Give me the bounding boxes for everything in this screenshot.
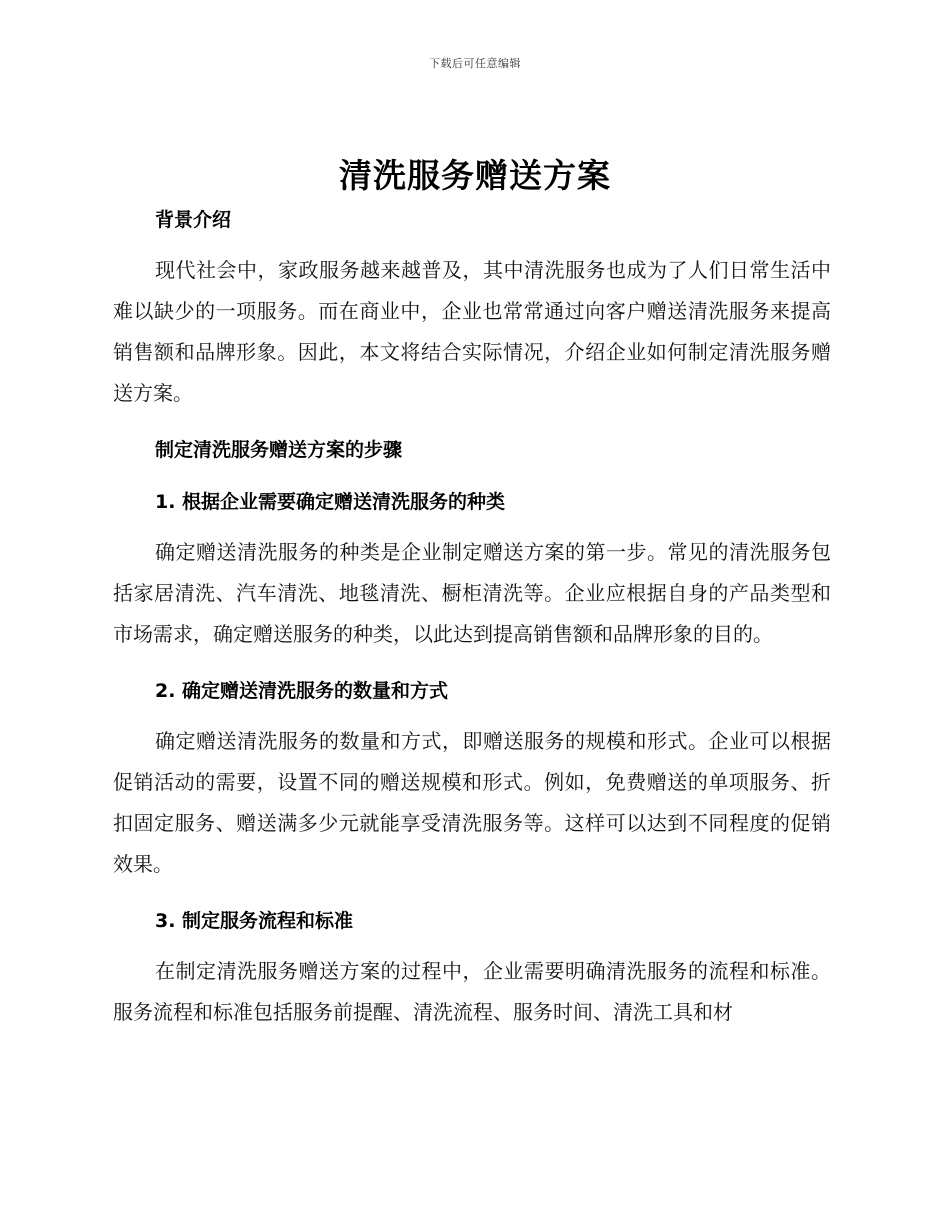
section-heading-step-3: 3. 制定服务流程和标准 (155, 910, 354, 932)
section-heading-step-2: 2. 确定赠送清洗服务的数量和方式 (155, 680, 449, 702)
header-note: 下载后可任意编辑 (429, 57, 521, 70)
section-paragraph-step-3: 在制定清洗服务赠送方案的过程中，企业需要明确清洗服务的流程和标准。服务流程和标准包括服务前提醒、清洗流程、服务时间、清洗工具和材 (113, 959, 831, 1024)
section-heading-step-1: 1. 根据企业需要确定赠送清洗服务的种类 (155, 491, 506, 513)
document-title: 清洗服务赠送方案 (339, 156, 611, 195)
section-paragraph-step-2: 确定赠送清洗服务的数量和方式，即赠送服务的规模和形式。企业可以根据促销活动的需要，设置不同的赠送规模和形式。例如，免费赠送的单项服务、折扣固定服务、赠送满多少元就能享受清洗服务等。这样可以达到不同程度的促销效果。 (113, 729, 831, 876)
section-paragraph-background: 现代社会中，家政服务越来越普及，其中清洗服务也成为了人们日常生活中难以缺少的一项服务。而在商业中，企业也常常通过向客户赠送清洗服务来提高销售额和品牌形象。因此，本文将结合实际情况，介绍企业如何制定清洗服务赠送方案。 (113, 258, 831, 405)
section-heading-steps: 制定清洗服务赠送方案的步骤 (155, 439, 403, 461)
section-heading-background: 背景介绍 (155, 209, 232, 231)
document-body (113, 204, 831, 1033)
section-paragraph-step-1: 确定赠送清洗服务的种类是企业制定赠送方案的第一步。常见的清洗服务包括家居清洗、汽车清洗、地毯清洗、橱柜清洗等。企业应根据自身的产品类型和市场需求，确定赠送服务的种类，以此达到提高销售额和品牌形象的目的。 (113, 540, 831, 646)
